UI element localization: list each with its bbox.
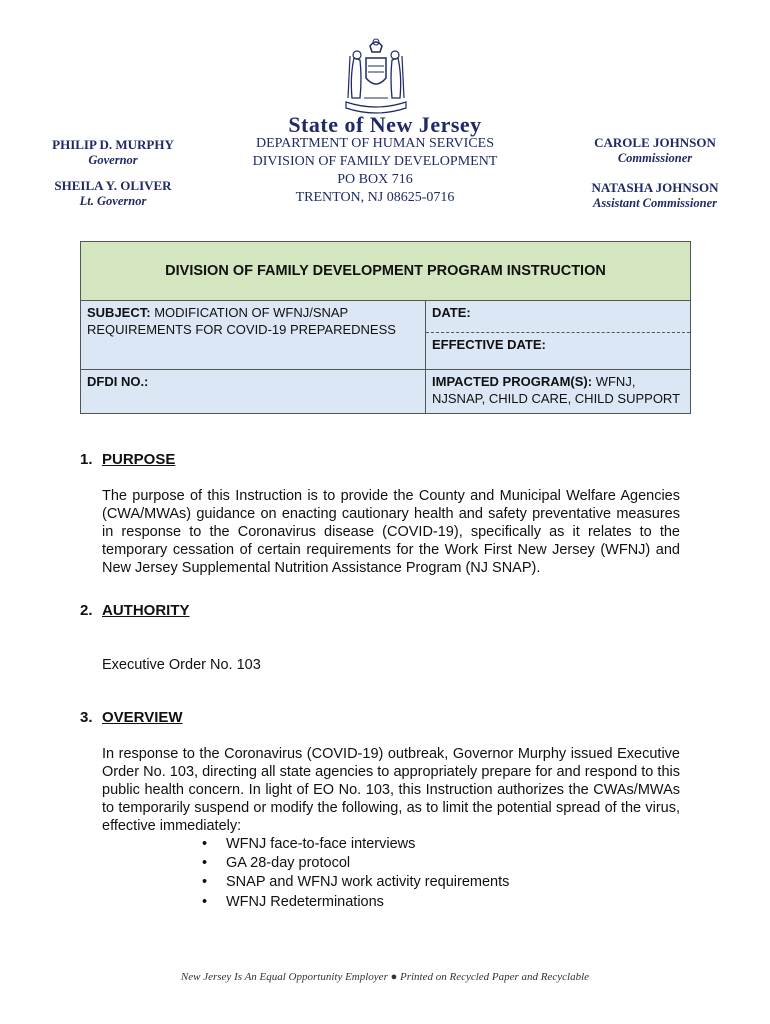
subject-label: SUBJECT: bbox=[87, 305, 151, 320]
date-cell bbox=[426, 301, 691, 370]
section-overview-heading bbox=[80, 709, 183, 726]
state-name-title: State of New Jersey bbox=[288, 112, 482, 137]
state-seal-image bbox=[340, 36, 412, 116]
assistant-commissioner-name: NATASHA JOHNSON bbox=[591, 180, 719, 195]
effective-date-label: EFFECTIVE DATE: bbox=[432, 337, 546, 352]
list-item-text: SNAP and WFNJ work activity requirements bbox=[226, 874, 510, 891]
list-item bbox=[202, 835, 509, 854]
bullet-icon: • bbox=[202, 836, 208, 852]
commissioner-block bbox=[580, 135, 730, 166]
list-item bbox=[202, 873, 509, 892]
section-authority-heading bbox=[80, 602, 190, 619]
overview-paragraph: In response to the Coronavirus (COVID-19) outbreak, Governor Murphy issued Executive Order No. 103, directing all state agencies to appropriately prepare for and respond to this public health concern. In light of EO No. 103, this Instruction authorizes the CWAs/MWAs to temporarily suspend or modify the following, as to limit the potential spread of the virus, effective immediately: bbox=[102, 746, 680, 834]
governor-block bbox=[50, 137, 176, 168]
list-item bbox=[202, 893, 509, 912]
commissioner-title: Commissioner bbox=[617, 151, 693, 165]
dfdi-label: DFDI NO.: bbox=[87, 373, 149, 389]
list-item bbox=[202, 854, 509, 873]
impacted-label: IMPACTED PROGRAM(S): bbox=[432, 373, 593, 389]
lt-governor-block bbox=[50, 178, 176, 209]
bullet-icon: • bbox=[202, 874, 208, 891]
department-address bbox=[230, 135, 520, 207]
section-title: OVERVIEW bbox=[102, 709, 183, 726]
assistant-commissioner-title: Assistant Commissioner bbox=[593, 196, 717, 210]
page-footer: New Jersey Is An Equal Opportunity Employer ● Printed on Recycled Paper and Recyclable bbox=[180, 971, 590, 983]
list-item-text: GA 28-day protocol bbox=[226, 855, 351, 872]
lt-governor-name: SHEILA Y. OLIVER bbox=[54, 178, 172, 193]
impacted-programs-cell bbox=[426, 369, 691, 413]
address-line: PO BOX 716 bbox=[337, 172, 413, 187]
impacted-value: WFNJ, NJSNAP, CHILD CARE, CHILD SUPPORT bbox=[432, 373, 681, 406]
section-purpose-heading bbox=[80, 451, 175, 468]
date-label: DATE: bbox=[432, 305, 471, 320]
list-item-text: WFNJ Redeterminations bbox=[226, 893, 384, 910]
purpose-paragraph: The purpose of this Instruction is to provide the County and Municipal Welfare Agencies (CWA/MWAs) guidance on enacting cautionary health and safety preventative measures in response to the Coronavirus disease (COVID-19), specifically as it relates to the temporary cessation of certain requirements for the Work First New Jersey (WFNJ) and New Jersey Supplemental Nutrition Assistance Program (NJ SNAP). bbox=[102, 488, 680, 576]
governor-name: PHILIP D. MURPHY bbox=[52, 137, 174, 152]
section-title: AUTHORITY bbox=[102, 602, 190, 619]
address-line: DEPARTMENT OF HUMAN SERVICES bbox=[255, 136, 495, 151]
authority-paragraph: Executive Order No. 103 bbox=[102, 657, 261, 673]
section-title: PURPOSE bbox=[102, 451, 176, 468]
commissioner-name: CAROLE JOHNSON bbox=[594, 135, 716, 150]
bullet-icon: • bbox=[202, 855, 208, 872]
list-item-text: WFNJ face-to-face interviews bbox=[226, 836, 416, 852]
section-number: 2. bbox=[80, 602, 93, 619]
bullet-icon: • bbox=[202, 893, 208, 910]
subject-cell bbox=[81, 301, 426, 370]
section-number: 3. bbox=[80, 709, 93, 726]
governor-title: Governor bbox=[88, 153, 138, 167]
lt-governor-title: Lt. Governor bbox=[79, 194, 147, 208]
section-number: 1. bbox=[80, 451, 93, 468]
assistant-commissioner-block bbox=[580, 180, 730, 211]
program-instruction-table bbox=[80, 241, 691, 414]
subject-value: MODIFICATION OF WFNJ/SNAP REQUIREMENTS FOR COVID-19 PREPAREDNESS bbox=[87, 305, 396, 337]
address-line: DIVISION OF FAMILY DEVELOPMENT bbox=[252, 154, 498, 169]
table-header: DIVISION OF FAMILY DEVELOPMENT PROGRAM INSTRUCTION bbox=[81, 242, 691, 301]
dfdi-cell bbox=[81, 369, 426, 413]
address-line: TRENTON, NJ 08625-0716 bbox=[295, 190, 455, 205]
overview-bullet-list bbox=[202, 835, 509, 912]
